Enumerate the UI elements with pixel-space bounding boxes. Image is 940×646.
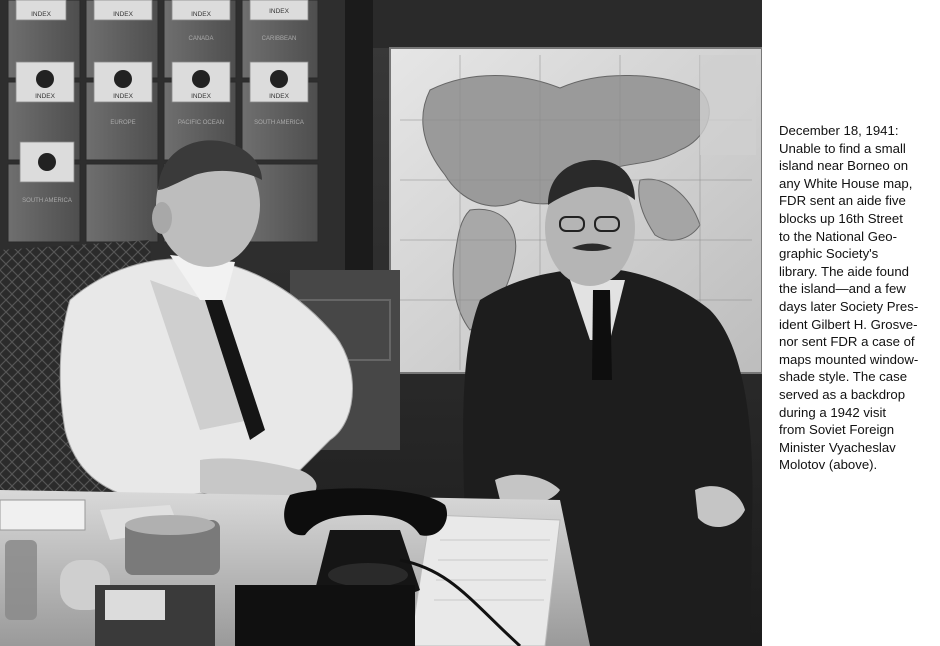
caption-line: graphic Society's — [779, 246, 879, 262]
caption-line: library. The aide found — [779, 263, 910, 279]
file-label: INDEX — [113, 11, 133, 18]
caption-line: maps mounted window- — [779, 351, 919, 367]
caption-line: ident Gilbert H. Grosve- — [779, 316, 918, 332]
caption-line: to the National Geo- — [779, 228, 898, 244]
file-region-label: PACIFIC OCEAN — [177, 120, 225, 126]
caption-line: Minister Vyacheslav — [779, 439, 896, 455]
caption-line: during a 1942 visit — [779, 404, 887, 420]
file-label: INDEX — [269, 8, 289, 15]
file-label: INDEX — [191, 11, 211, 18]
caption-line: days later Society Pres- — [779, 298, 919, 314]
caption-line: any White House map, — [779, 175, 913, 191]
file-label: INDEX — [35, 93, 55, 100]
file-region-label: SOUTH AMERICA — [22, 198, 72, 204]
file-region-label: CANADA — [188, 36, 214, 42]
caption-line: served as a backdrop — [779, 386, 906, 402]
file-region-label: SOUTH AMERICA — [254, 120, 304, 126]
caption-line: the island—and a few — [779, 281, 906, 297]
caption-line: FDR sent an aide five — [779, 193, 906, 209]
caption-line: island near Borneo on — [779, 158, 909, 174]
caption-line: nor sent FDR a case of — [779, 334, 915, 350]
photo-caption — [779, 122, 937, 474]
caption-line: blocks up 16th Street — [779, 210, 903, 226]
file-label: INDEX — [113, 93, 133, 100]
caption-line: Unable to find a small — [779, 140, 906, 156]
caption-line: Molotov (above). — [779, 457, 878, 473]
file-region-label: EUROPE — [110, 120, 136, 126]
caption-line: December 18, 1941: — [779, 123, 899, 138]
caption-line: shade style. The case — [779, 369, 908, 385]
file-label: INDEX — [191, 93, 211, 100]
file-region-label: CARIBBEAN — [261, 36, 297, 42]
caption-line: from Soviet Foreign — [779, 422, 895, 438]
file-label: INDEX — [31, 11, 51, 18]
file-label: INDEX — [269, 93, 289, 100]
